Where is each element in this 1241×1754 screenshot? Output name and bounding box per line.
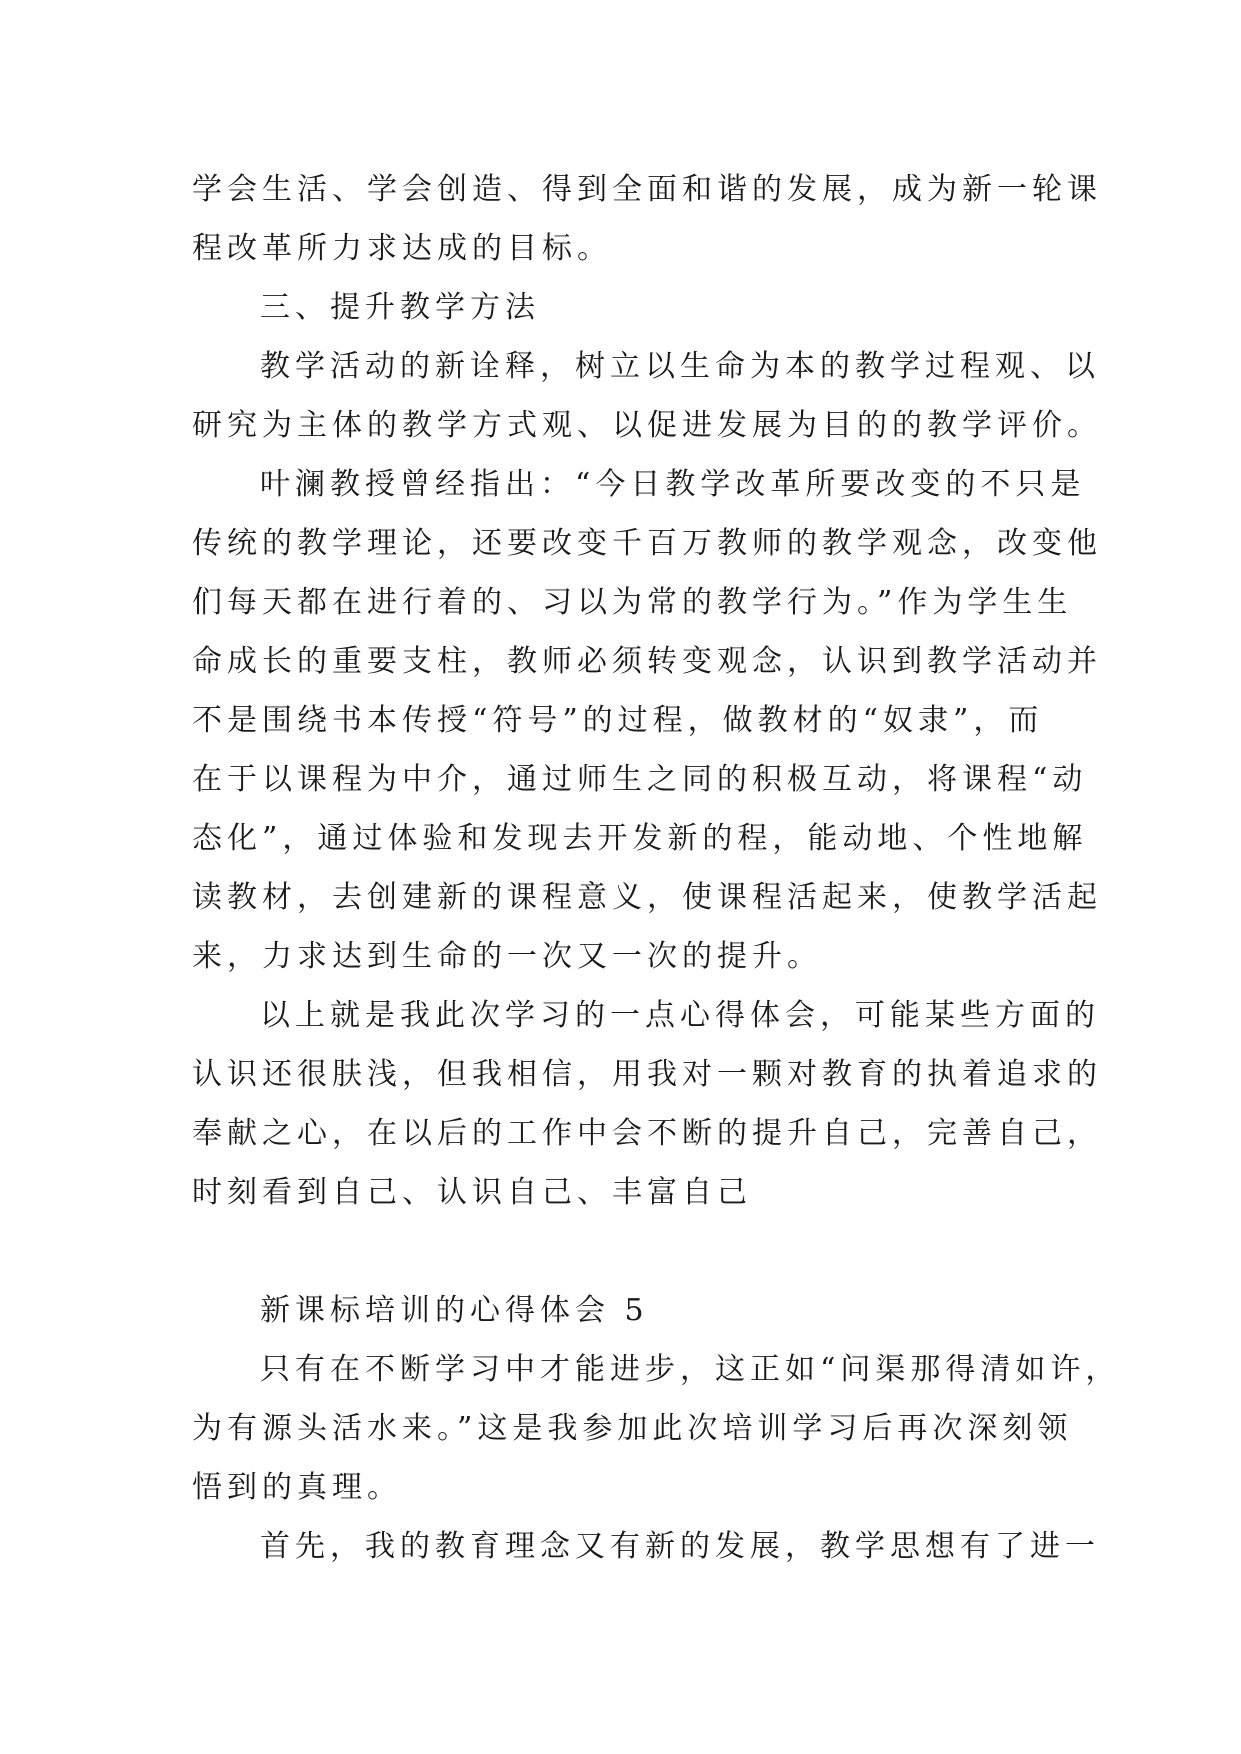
text-line: 程改革所力求达成的目标。 bbox=[192, 231, 612, 266]
text-line: 教学活动的新诠释，树立以生命为本的教学过程观、以 bbox=[260, 349, 1100, 384]
text-line: 研究为主体的教学方式观、以促进发展为目的的教学评价。 bbox=[192, 408, 1102, 443]
text-line: 们每天都在进行着的、习以为常的教学行为。”作为学生生 bbox=[192, 585, 1073, 620]
text-line: 悟到的真理。 bbox=[192, 1470, 402, 1505]
text-line: 不是围绕书本传授“符号”的过程，做教材的“奴隶”，而 bbox=[192, 703, 1044, 738]
text-line: 首先，我的教育理念又有新的发展，教学思想有了进一 bbox=[260, 1529, 1100, 1564]
text-line: 来，力求达到生命的一次又一次的提升。 bbox=[192, 939, 822, 974]
text-line: 传统的教学理论，还要改变千百万教师的教学观念，改变他 bbox=[192, 526, 1102, 561]
section-title: 新课标培训的心得体会 5 bbox=[260, 1293, 649, 1328]
text-line: 读教材，去创建新的课程意义，使课程活起来，使教学活起 bbox=[192, 880, 1102, 915]
text-line: 时刻看到自己、认识自己、丰富自己 bbox=[192, 1175, 752, 1210]
paragraph-gap bbox=[192, 1222, 1072, 1281]
text-line: 命成长的重要支柱，教师必须转变观念，认识到教学活动并 bbox=[192, 644, 1102, 679]
text-line: 奉献之心，在以后的工作中会不断的提升自己，完善自己， bbox=[192, 1116, 1102, 1151]
text-line: 叶澜教授曾经指出：“今日教学改革所要改变的不只是 bbox=[260, 467, 1086, 502]
text-line: 为有源头活水来。”这是我参加此次培训学习后再次深刻领 bbox=[192, 1411, 1073, 1446]
text-line: 以上就是我此次学习的一点心得体会，可能某些方面的 bbox=[260, 998, 1100, 1033]
text-line: 学会生活、学会创造、得到全面和谐的发展，成为新一轮课 bbox=[192, 172, 1102, 207]
document-body bbox=[192, 160, 1121, 1576]
text-line: 认识还很肤浅，但我相信，用我对一颗对教育的执着追求的 bbox=[192, 1057, 1102, 1092]
text-line: 态化”，通过体验和发现去开发新的程，能动地、个性地解 bbox=[192, 821, 1088, 856]
text-line: 在于以课程为中介，通过师生之同的积极互动，将课程“动 bbox=[192, 762, 1088, 797]
text-line: 只有在不断学习中才能进步，这正如“问渠那得清如许， bbox=[260, 1352, 1121, 1387]
section-heading: 三、提升教学方法 bbox=[260, 290, 540, 325]
